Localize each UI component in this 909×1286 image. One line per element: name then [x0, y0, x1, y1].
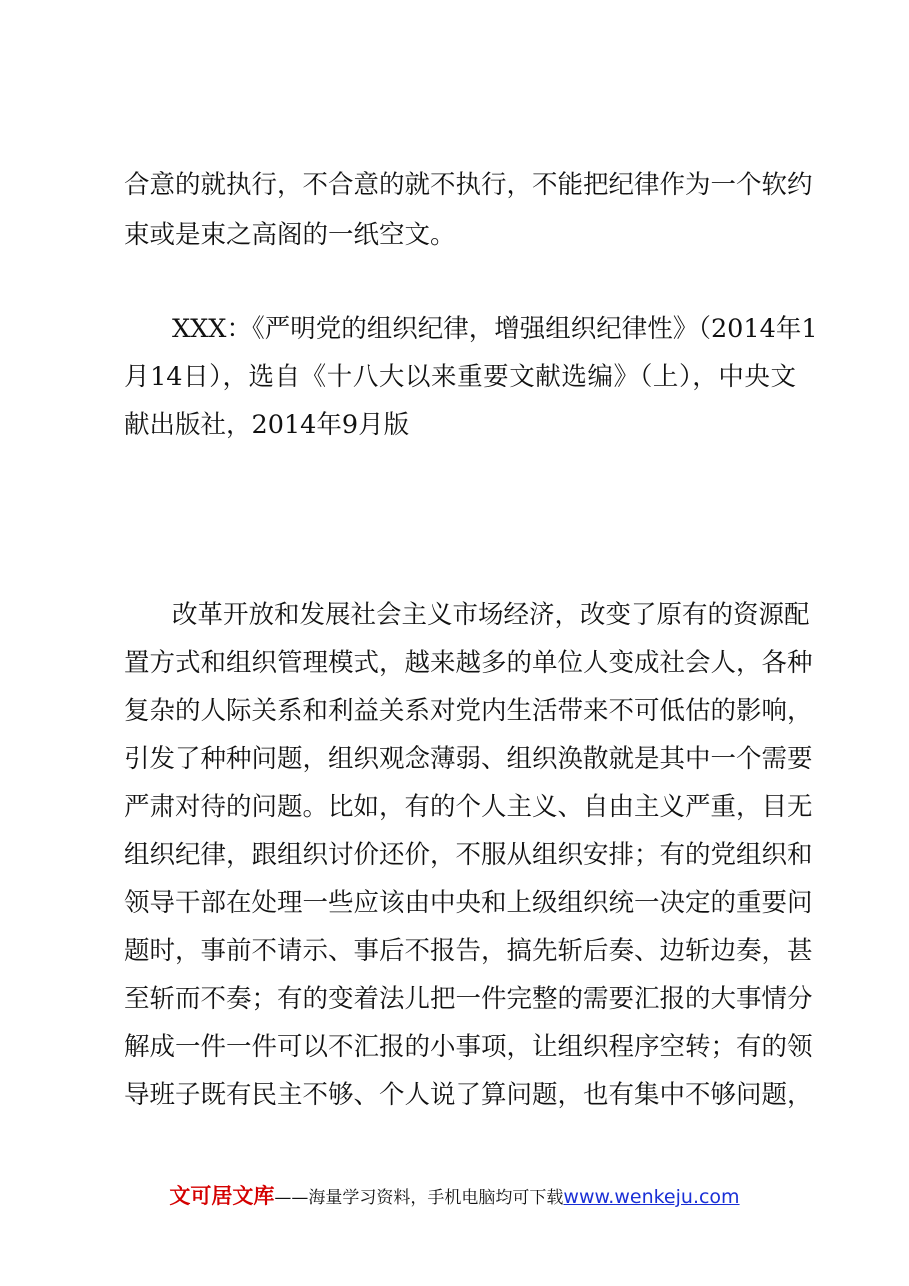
- citation-line-2: 月14日），选自《十八大以来重要文献选编》（上），中央文: [124, 362, 796, 392]
- footer-site-link[interactable]: www.wenkeju.com: [563, 1186, 740, 1208]
- paragraph-3-line-7: 领导干部在处理一些应该由中央和上级组织统一决定的重要问: [124, 888, 813, 918]
- paragraph-3-line-4: 引发了种种问题，组织观念薄弱、组织涣散就是其中一个需要: [124, 744, 813, 774]
- paragraph-3-line-10: 解成一件一件可以不汇报的小事项，让组织程序空转；有的领: [124, 1032, 813, 1062]
- footer-banner: [0, 1180, 909, 1214]
- paragraph-3-line-6: 组织纪律，跟组织讨价还价，不服从组织安排；有的党组织和: [124, 840, 813, 870]
- paragraph-3-line-8: 题时，事前不请示、事后不报告，搞先斩后奏、边斩边奏，甚: [124, 936, 813, 966]
- paragraph-1-line-2: 束或是束之高阁的一纸空文。: [124, 220, 456, 250]
- paragraph-3-line-9: 至斩而不奏；有的变着法儿把一件完整的需要汇报的大事情分: [124, 984, 813, 1014]
- paragraph-3-line-11: 导班子既有民主不够、个人说了算问题，也有集中不够问题，: [124, 1080, 813, 1110]
- paragraph-3-line-2: 置方式和组织管理模式，越来越多的单位人变成社会人，各种: [124, 648, 813, 678]
- paragraph-3-line-3: 复杂的人际关系和利益关系对党内生活带来不可低估的影响，: [124, 696, 813, 726]
- citation-line-3: 献出版社，2014年9月版: [124, 410, 410, 440]
- paragraph-1-line-1: 合意的就执行，不合意的就不执行，不能把纪律作为一个软约: [124, 170, 813, 200]
- citation-line-1: XXX：《严明党的组织纪律，增强组织纪律性》（2014年1: [172, 314, 818, 344]
- footer-slogan: ——海量学习资料，手机电脑均可下载: [274, 1188, 564, 1208]
- paragraph-3-line-1: 改革开放和发展社会主义市场经济，改变了原有的资源配: [172, 600, 810, 630]
- footer-brand: 文可居文库: [169, 1184, 275, 1208]
- paragraph-3-line-5: 严肃对待的问题。比如，有的个人主义、自由主义严重，目无: [124, 792, 813, 822]
